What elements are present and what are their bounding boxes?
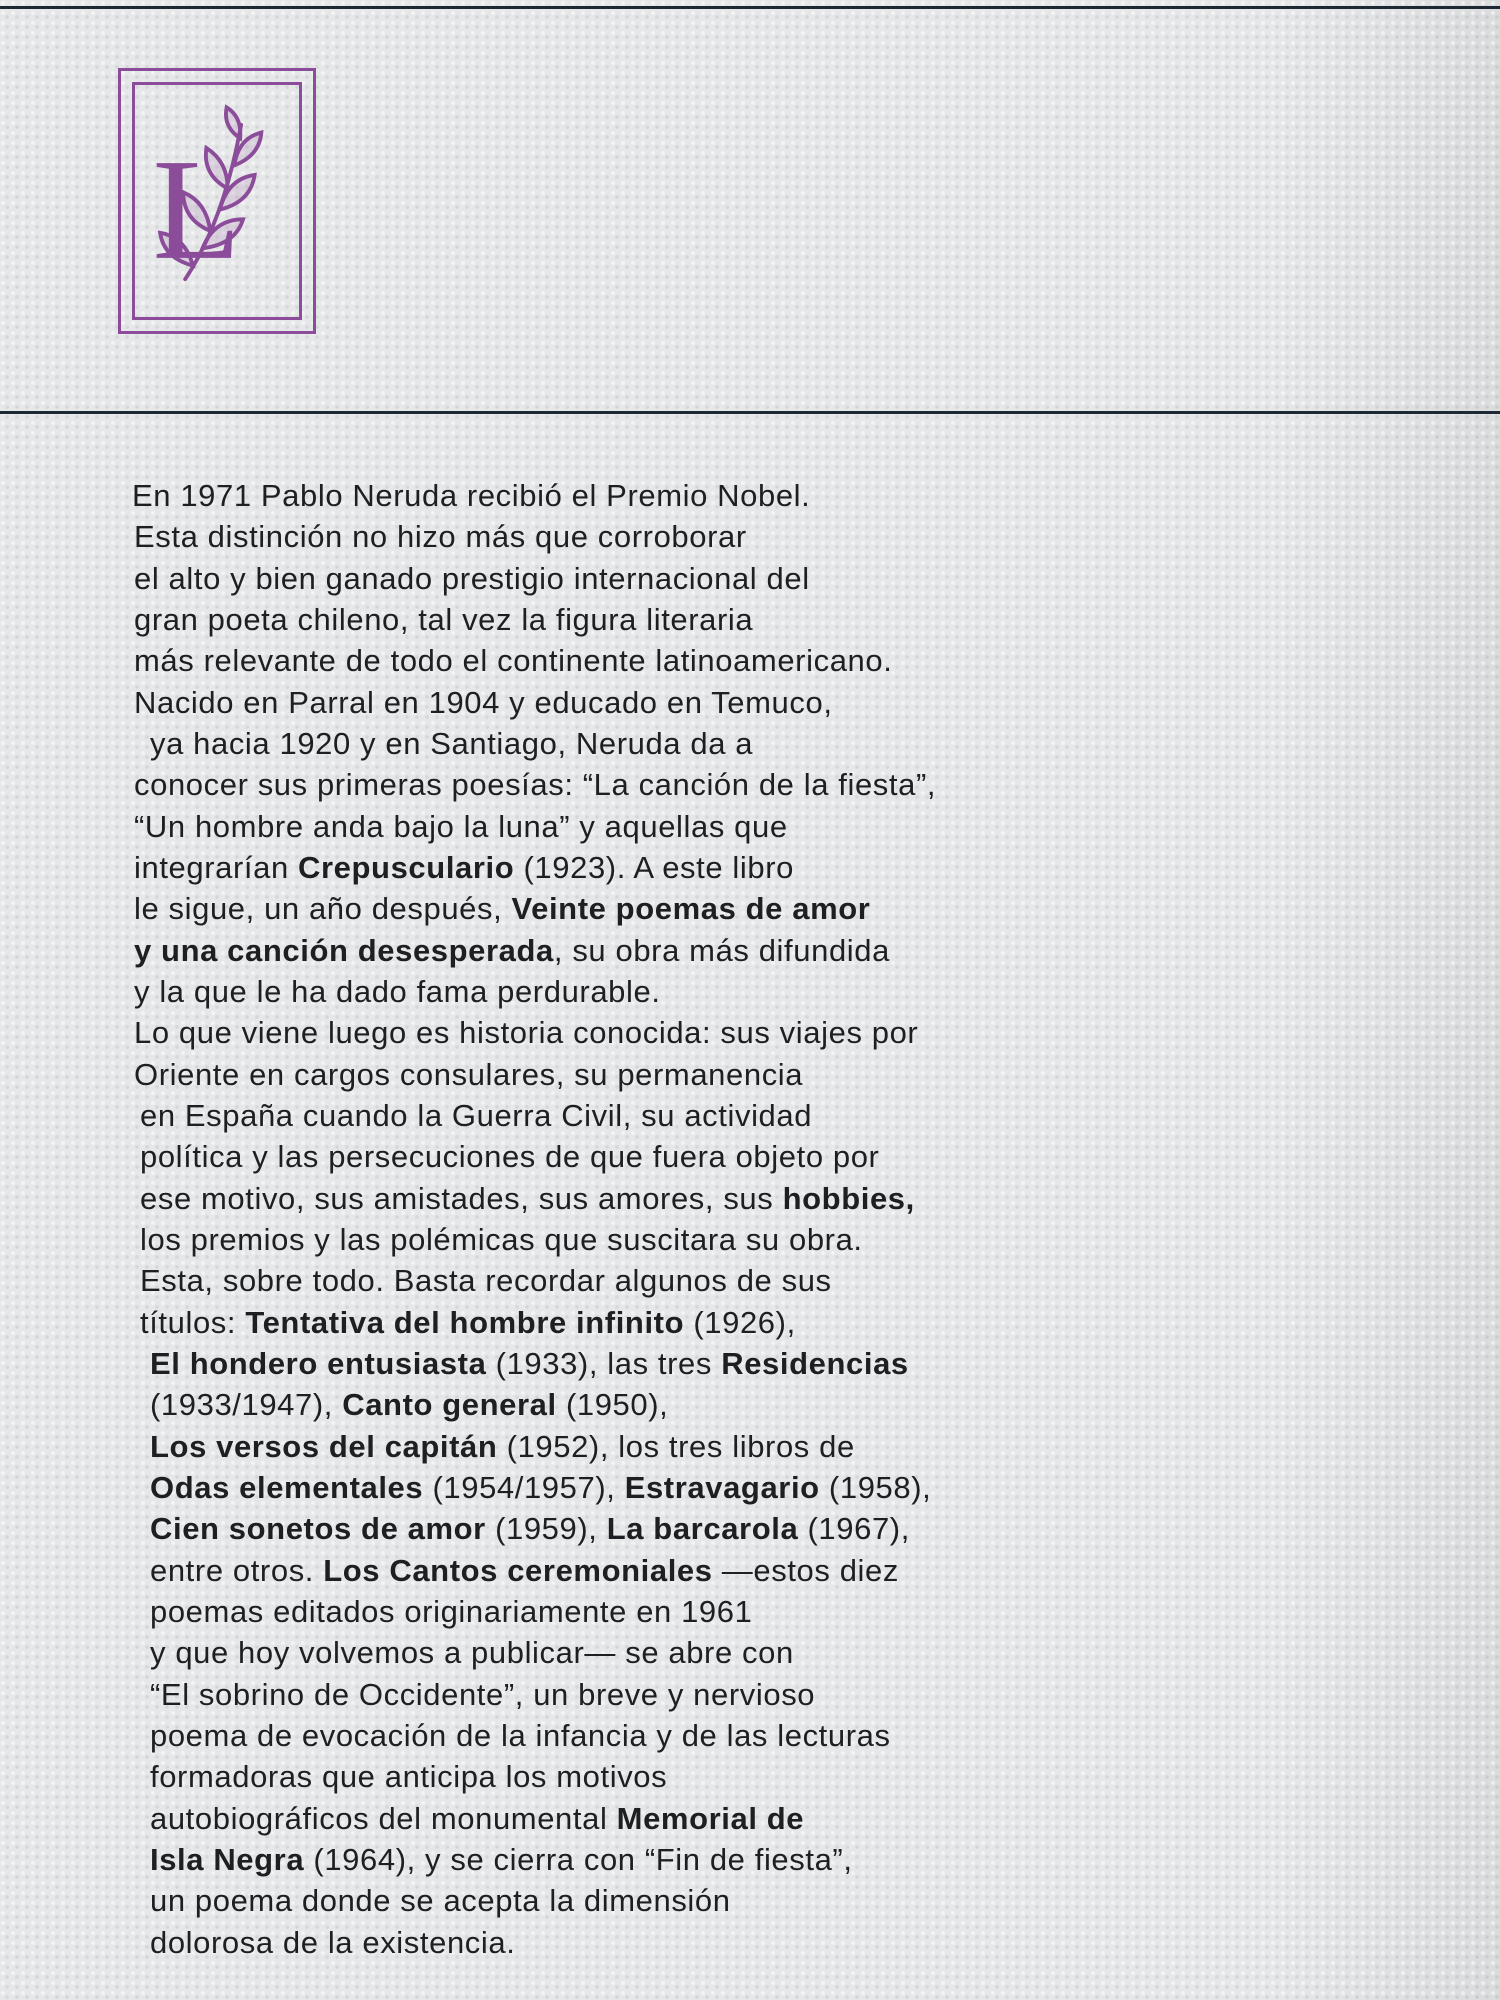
text-line [134,561,810,597]
text-segment: gran poeta chileno, tal vez la figura literaria [134,602,754,637]
text-line [140,1305,796,1341]
book-title: Odas elementales [150,1470,424,1505]
text-line [140,1181,915,1217]
text-segment: y que hoy volvemos a publicar— se abre con [150,1635,794,1670]
text-segment: (1958), [819,1470,932,1505]
book-title: y una canción desesperada [134,933,554,968]
book-title: Estravagario [624,1470,820,1505]
text-line [150,1759,667,1795]
text-segment: autobiográficos del monumental [150,1801,617,1836]
book-title: Veinte poemas de amor [511,891,871,926]
text-segment: entre otros. [150,1553,324,1588]
text-segment: (1952), los tres libros de [497,1429,855,1464]
text-line [134,933,890,969]
text-segment: (1959), [485,1511,607,1546]
text-segment: (1964), y se cierra con “Fin de fiesta”, [304,1842,853,1877]
book-title: Canto general [342,1387,557,1422]
text-line [150,1883,731,1919]
text-segment: (1923). A este libro [514,850,794,885]
text-segment: Esta, sobre todo. Basta recordar algunos de sus [140,1263,832,1298]
text-segment: dolorosa de la existencia. [150,1925,516,1960]
text-line [134,974,661,1010]
text-segment: el alto y bien ganado prestigio internacional del [134,561,810,596]
book-title: Cien sonetos de amor [150,1511,486,1546]
text-segment: Oriente en cargos consulares, su permanencia [134,1057,804,1092]
book-title: Isla Negra [150,1842,305,1877]
text-segment: integrarían [134,850,299,885]
text-line [134,1057,803,1093]
text-line [150,1387,668,1423]
text-segment: Nacido en Parral en 1904 y educado en Temuco, [134,685,833,720]
text-line [150,1553,899,1589]
text-line [150,726,753,762]
text-segment: en España cuando la Guerra Civil, su actividad [140,1098,813,1133]
book-title: Los Cantos ceremoniales [323,1553,713,1588]
text-line [134,643,892,679]
text-segment: (1967), [798,1511,910,1546]
text-line [140,1222,863,1258]
text-line [150,1470,931,1506]
book-title: Crepusculario [298,850,515,885]
text-line [132,478,810,514]
book-title: Los versos del capitán [150,1429,498,1464]
text-segment: Esta distinción no hizo más que corroborar [134,519,747,554]
text-segment: y la que le ha dado fama perdurable. [134,974,661,1009]
text-segment: formadoras que anticipa los motivos [150,1759,668,1794]
book-title: hobbies, [782,1181,915,1216]
logo-letter: L [152,129,241,290]
text-line [134,850,794,886]
text-segment: (1933/1947), [150,1387,343,1422]
text-line [150,1594,752,1630]
text-segment: (1933), las tres [486,1346,722,1381]
text-line [150,1429,855,1465]
text-segment: un poema donde se acepta la dimensión [150,1883,731,1918]
text-segment: —estos diez [712,1553,899,1588]
text-line [140,1263,832,1299]
text-line [134,767,936,803]
text-line [150,1635,794,1671]
text-line [150,1718,891,1754]
text-line [150,1346,909,1382]
text-segment: En 1971 Pablo Neruda recibió el Premio Nobel. [132,478,811,513]
book-title: La barcarola [606,1511,799,1546]
text-segment: más relevante de todo el continente latinoamericano. [134,643,893,678]
book-title: Residencias [721,1346,909,1381]
text-segment: (1950), [556,1387,669,1422]
text-line [134,809,788,845]
text-segment: ya hacia 1920 y en Santiago, Neruda da a [150,726,754,761]
text-line [134,685,833,721]
text-segment: títulos: [140,1305,246,1340]
text-segment: Lo que viene luego es historia conocida: sus viajes por [134,1015,919,1050]
book-title: Memorial de [616,1801,805,1836]
text-segment: “El sobrino de Occidente”, un breve y nervioso [150,1677,816,1712]
text-line [140,1098,812,1134]
text-line [150,1842,853,1878]
text-line [134,1015,918,1051]
text-line [134,602,753,638]
text-segment: poemas editados originariamente en 1961 [150,1594,753,1629]
text-segment: , su obra más difundida [553,933,890,968]
text-segment: los premios y las polémicas que suscitara su obra. [140,1222,863,1257]
text-segment: (1954/1957), [423,1470,625,1505]
text-line [134,891,870,927]
book-title: Tentativa del hombre infinito [245,1305,685,1340]
text-segment: “Un hombre anda bajo la luna” y aquellas que [134,809,788,844]
text-segment: le sigue, un año después, [134,891,512,926]
text-line [150,1511,910,1547]
text-line [134,519,747,555]
text-segment: ese motivo, sus amistades, sus amores, sus [140,1181,783,1216]
text-line [150,1925,515,1961]
text-segment: poema de evocación de la infancia y de las lecturas [150,1718,891,1753]
text-line [150,1801,804,1837]
text-segment: (1926), [684,1305,796,1340]
text-line [140,1139,879,1175]
text-line [150,1677,815,1713]
text-segment: política y las persecuciones de que fuera objeto por [140,1139,880,1174]
book-title: El hondero entusiasta [150,1346,487,1381]
text-segment: conocer sus primeras poesías: “La canción de la fiesta”, [134,767,937,802]
